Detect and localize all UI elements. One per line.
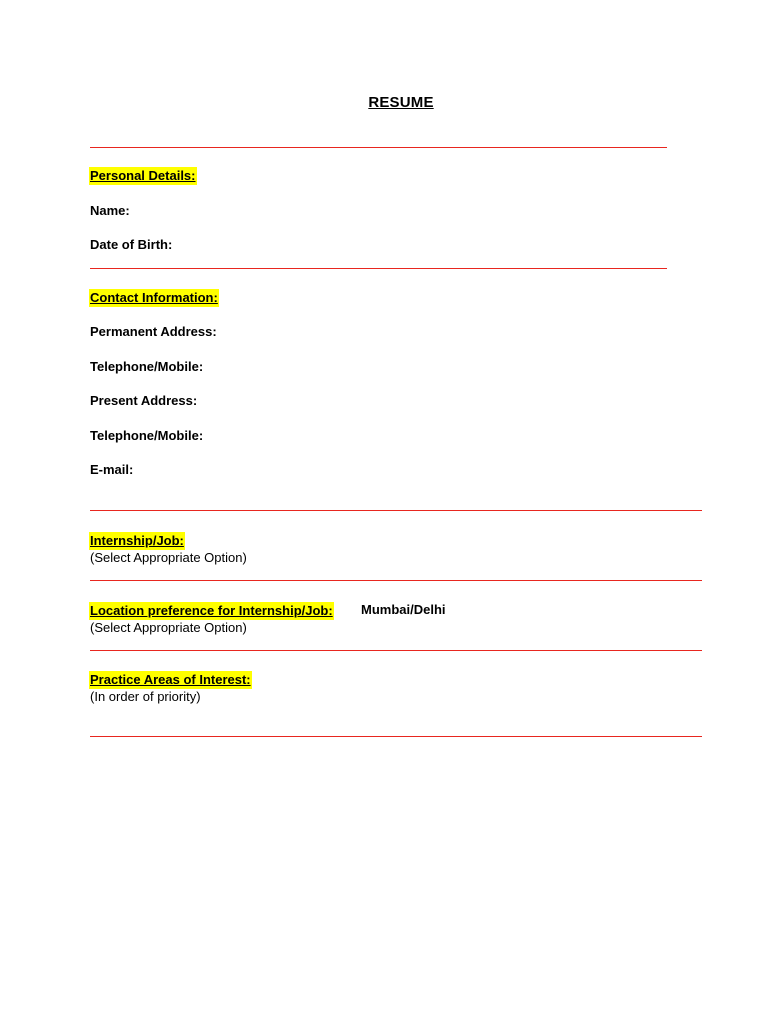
personal-details-section [90, 167, 197, 185]
permanent-telephone-label: Telephone/Mobile: [90, 359, 204, 374]
email-label: E-mail: [90, 462, 134, 477]
internship-job-section [90, 532, 185, 550]
internship-job-heading: Internship/Job: [90, 533, 184, 548]
present-telephone-label: Telephone/Mobile: [90, 428, 204, 443]
practice-areas-note: (In order of priority) [90, 689, 201, 704]
divider-line [90, 147, 667, 148]
location-preference-value: Mumbai/Delhi [361, 602, 446, 617]
name-label: Name: [90, 203, 130, 218]
contact-information-section [90, 289, 219, 307]
permanent-address-label: Permanent Address: [90, 324, 217, 339]
practice-areas-section [90, 671, 252, 689]
location-preference-section [90, 602, 334, 620]
practice-areas-heading: Practice Areas of Interest: [90, 672, 251, 687]
document-title: RESUME [368, 94, 434, 111]
divider-line [90, 268, 667, 269]
divider-line [90, 510, 702, 511]
present-address-label: Present Address: [90, 393, 198, 408]
contact-information-heading: Contact Information: [90, 290, 218, 305]
divider-line [90, 736, 702, 737]
location-preference-note: (Select Appropriate Option) [90, 620, 247, 635]
location-preference-heading: Location preference for Internship/Job: [90, 603, 333, 618]
date-of-birth-label: Date of Birth: [90, 237, 173, 252]
personal-details-heading: Personal Details: [90, 168, 196, 183]
divider-line [90, 580, 702, 581]
internship-job-note: (Select Appropriate Option) [90, 550, 247, 565]
divider-line [90, 650, 702, 651]
